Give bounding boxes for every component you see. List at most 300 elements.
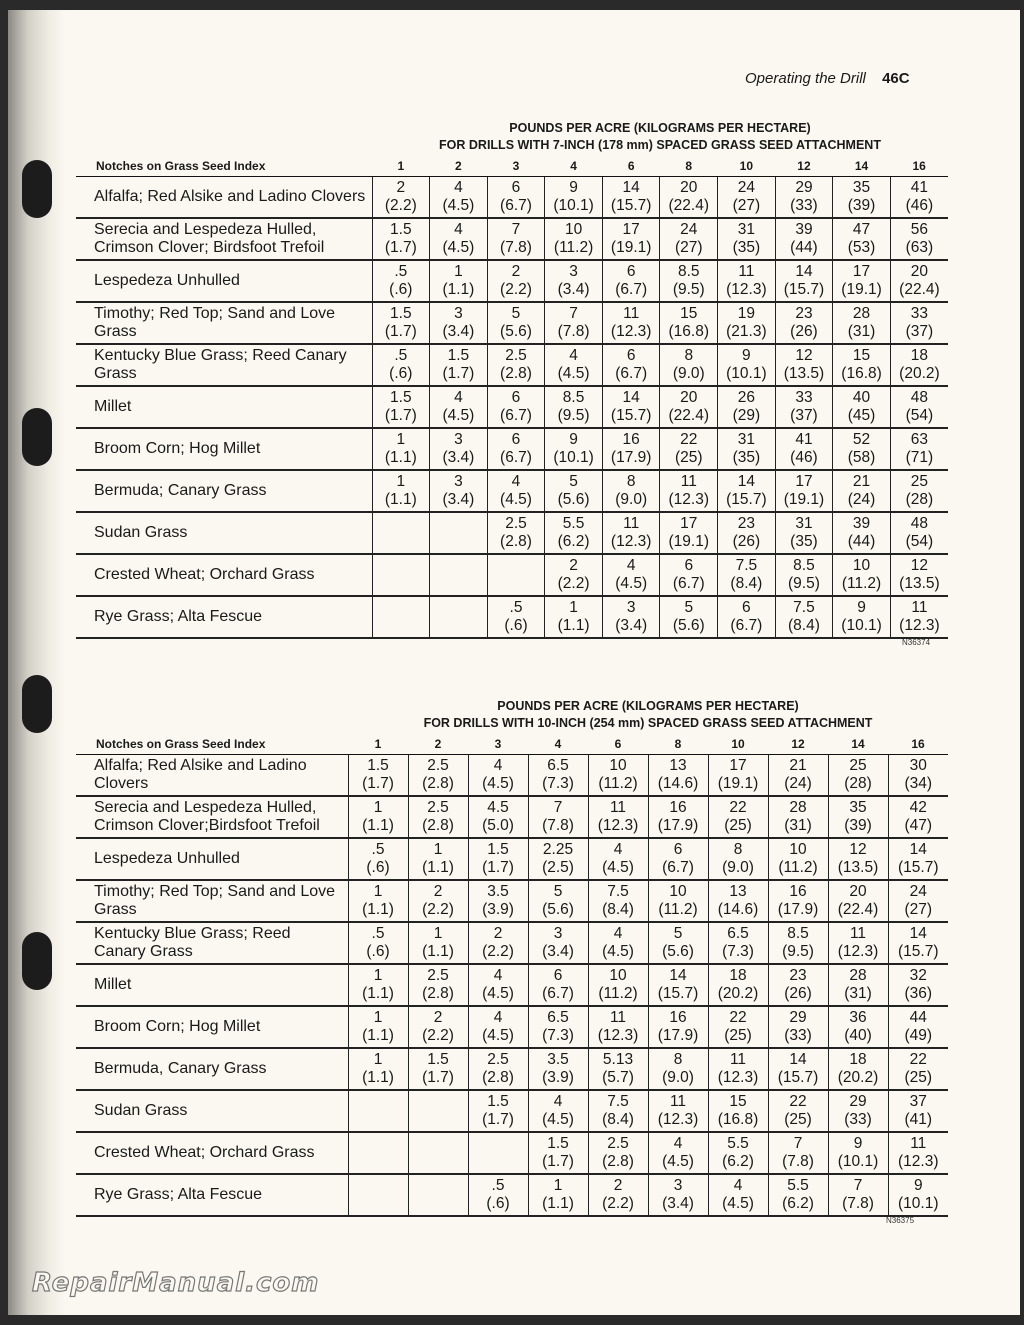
notch-number: 2	[408, 734, 468, 755]
rate-lb-per-acre: 11	[911, 599, 928, 616]
rate-cell	[487, 177, 545, 219]
rate-kg-per-hectare: (15.7)	[783, 281, 825, 298]
rate-kg-per-hectare: (6.2)	[782, 1195, 814, 1212]
rate-lb-per-acre: 17	[622, 221, 640, 238]
rate-cell	[372, 470, 430, 512]
rate-cell	[768, 1132, 828, 1174]
rate-lb-per-acre: 7.5	[735, 557, 758, 574]
rate-cell	[430, 554, 488, 596]
rate-cell	[890, 470, 948, 512]
rate-kg-per-hectare: (39)	[844, 817, 872, 834]
rate-lb-per-acre: 11	[729, 1051, 747, 1068]
rate-kg-per-hectare: (15.7)	[777, 1069, 819, 1086]
rate-cell	[408, 922, 468, 964]
notch-number: 3	[487, 156, 545, 177]
rate-cell	[528, 1132, 588, 1174]
rate-kg-per-hectare: (8.4)	[788, 617, 820, 634]
rate-lb-per-acre: 11	[609, 799, 627, 816]
rate-kg-per-hectare: (2.8)	[422, 775, 454, 792]
rate-lb-per-acre: 21	[789, 757, 807, 774]
rate-lb-per-acre: 10	[564, 221, 583, 238]
notch-number: 10	[718, 156, 776, 177]
rate-lb-per-acre: 17	[852, 263, 871, 280]
rate-kg-per-hectare: (19.1)	[717, 775, 759, 792]
rate-cell	[372, 512, 430, 554]
rate-kg-per-hectare: (37)	[905, 323, 934, 340]
rate-kg-per-hectare: (44)	[790, 239, 818, 256]
crop-name: Rye Grass; Alta Fescue	[76, 1174, 348, 1216]
rate-kg-per-hectare: (2.8)	[482, 1069, 514, 1086]
rate-cell	[768, 1174, 828, 1216]
rate-cell	[768, 1006, 828, 1048]
rate-kg-per-hectare: (12.3)	[597, 1027, 639, 1044]
rate-lb-per-acre: 3	[673, 1177, 683, 1194]
rate-kg-per-hectare: (9.0)	[615, 491, 648, 508]
rate-kg-per-hectare: (44)	[847, 533, 876, 550]
rate-lb-per-acre: 41	[795, 431, 813, 448]
rate-kg-per-hectare: (1.1)	[362, 985, 394, 1002]
rate-cell	[718, 218, 776, 260]
rate-cell	[718, 386, 776, 428]
table-row	[76, 428, 948, 470]
rate-cell	[430, 596, 488, 638]
rate-lb-per-acre: 6	[511, 431, 521, 448]
rate-kg-per-hectare: (7.8)	[782, 1153, 814, 1170]
rate-kg-per-hectare: (37)	[790, 407, 818, 424]
rate-cell	[648, 838, 708, 880]
rate-kg-per-hectare: (.6)	[366, 943, 390, 960]
table-row	[76, 796, 948, 838]
rate-lb-per-acre: 29	[795, 179, 813, 196]
table-row	[76, 755, 948, 797]
rate-lb-per-acre: 3	[454, 431, 463, 448]
rate-kg-per-hectare: (2.2)	[482, 943, 514, 960]
rate-lb-per-acre: 28	[852, 305, 871, 322]
rate-kg-per-hectare: (13.5)	[899, 575, 940, 592]
rate-cell	[890, 302, 948, 344]
rate-kg-per-hectare: (31)	[784, 817, 812, 834]
rate-lb-per-acre: 4	[569, 347, 578, 364]
rate-cell	[828, 922, 888, 964]
crop-name: Broom Corn; Hog Millet	[76, 1006, 348, 1048]
rate-lb-per-acre: .5	[394, 347, 408, 364]
rate-lb-per-acre: 23	[789, 967, 807, 984]
rate-cell	[833, 218, 891, 260]
rate-kg-per-hectare: (3.4)	[542, 943, 574, 960]
rate-lb-per-acre: 48	[910, 515, 929, 532]
rate-cell	[890, 177, 948, 219]
rate-kg-per-hectare: (4.5)	[442, 239, 475, 256]
rate-lb-per-acre: 4	[733, 1177, 743, 1194]
table-row	[76, 596, 948, 638]
rate-kg-per-hectare: (2.2)	[500, 281, 532, 298]
rate-lb-per-acre: 22	[729, 1009, 747, 1026]
rate-lb-per-acre: 24	[909, 883, 927, 900]
notch-number: 12	[768, 734, 828, 755]
rate-lb-per-acre: 9	[569, 179, 578, 196]
rate-cell	[768, 838, 828, 880]
rate-cell	[528, 964, 588, 1006]
rate-kg-per-hectare: (1.1)	[384, 449, 417, 466]
rate-cell	[468, 838, 528, 880]
rate-lb-per-acre: 29	[849, 1093, 867, 1110]
rate-kg-per-hectare: (13.5)	[837, 859, 879, 876]
rate-kg-per-hectare: (11.2)	[598, 985, 638, 1002]
rate-kg-per-hectare: (6.7)	[672, 575, 705, 592]
rate-kg-per-hectare: (6.7)	[500, 449, 532, 466]
rate-kg-per-hectare: (4.5)	[482, 775, 514, 792]
rate-kg-per-hectare: (2.8)	[500, 365, 532, 382]
crop-name: Crested Wheat; Orchard Grass	[76, 1132, 348, 1174]
rate-cell	[708, 755, 768, 797]
rate-cell	[888, 838, 948, 880]
rate-lb-per-acre: 14	[669, 967, 687, 984]
rate-lb-per-acre: 22	[909, 1051, 927, 1068]
rate-cell	[718, 554, 776, 596]
rate-cell	[468, 796, 528, 838]
rate-lb-per-acre: 1.5	[390, 305, 412, 322]
rate-kg-per-hectare: (35)	[732, 239, 761, 256]
rate-lb-per-acre: 1	[373, 1009, 383, 1026]
rate-cell	[833, 554, 891, 596]
rate-lb-per-acre: 4	[626, 557, 636, 574]
rate-kg-per-hectare: (7.3)	[722, 943, 754, 960]
rate-lb-per-acre: 11	[738, 263, 755, 280]
rate-cell	[430, 386, 488, 428]
binder-hole	[22, 160, 52, 218]
rate-cell	[718, 596, 776, 638]
table-row	[76, 1132, 948, 1174]
rate-cell	[588, 1006, 648, 1048]
rate-lb-per-acre: 32	[909, 967, 927, 984]
rate-cell	[372, 386, 430, 428]
rate-cell	[468, 1048, 528, 1090]
rate-lb-per-acre: 39	[795, 221, 813, 238]
rate-lb-per-acre: 2.5	[427, 967, 449, 984]
rate-lb-per-acre: 14	[789, 1051, 807, 1068]
rate-lb-per-acre: 7	[853, 1177, 863, 1194]
rate-lb-per-acre: 2	[396, 179, 406, 196]
table-heading	[348, 692, 948, 734]
rate-lb-per-acre: 11	[669, 1093, 687, 1110]
notch-index-label: Notches on Grass Seed Index	[76, 734, 348, 755]
rate-kg-per-hectare: (2.8)	[602, 1153, 634, 1170]
rate-lb-per-acre: 5.5	[562, 515, 585, 532]
table-header	[76, 114, 948, 156]
rate-kg-per-hectare: (.6)	[389, 281, 413, 298]
rate-lb-per-acre: 1.5	[547, 1135, 569, 1152]
rate-kg-per-hectare: (11.2)	[841, 575, 882, 592]
rate-lb-per-acre: 2	[433, 883, 443, 900]
notch-number: 4	[528, 734, 588, 755]
rate-kg-per-hectare: (3.4)	[662, 1195, 694, 1212]
rate-cell	[348, 838, 408, 880]
rate-cell	[708, 964, 768, 1006]
rate-cell	[408, 838, 468, 880]
rate-lb-per-acre: 6.5	[547, 757, 569, 774]
rate-cell	[348, 964, 408, 1006]
rate-lb-per-acre: 14	[737, 473, 755, 490]
table-row	[76, 344, 948, 386]
rate-cell	[372, 302, 430, 344]
rate-cell	[430, 302, 488, 344]
rate-lb-per-acre: 39	[852, 515, 871, 532]
rate-kg-per-hectare: (6.7)	[615, 281, 648, 298]
table-row	[76, 302, 948, 344]
rate-kg-per-hectare: (3.4)	[442, 491, 475, 508]
rate-lb-per-acre: 16	[669, 1009, 687, 1026]
rate-kg-per-hectare: (4.5)	[542, 1111, 574, 1128]
rate-lb-per-acre: 4	[613, 841, 623, 858]
rate-kg-per-hectare: (12.3)	[837, 943, 879, 960]
rate-kg-per-hectare: (25)	[724, 817, 752, 834]
rate-lb-per-acre: 3	[454, 473, 463, 490]
rate-kg-per-hectare: (7.8)	[500, 239, 532, 256]
rate-kg-per-hectare: (2.8)	[422, 985, 454, 1002]
rate-lb-per-acre: 12	[910, 557, 929, 574]
rate-lb-per-acre: 1	[373, 1051, 383, 1068]
rate-kg-per-hectare: (63)	[905, 239, 934, 256]
rate-lb-per-acre: 10	[789, 841, 807, 858]
rate-kg-per-hectare: (5.6)	[500, 323, 532, 340]
rate-cell	[890, 596, 948, 638]
rate-lb-per-acre: 17	[729, 757, 747, 774]
rate-kg-per-hectare: (27)	[674, 239, 703, 256]
rate-lb-per-acre: 63	[910, 431, 929, 448]
rate-lb-per-acre: 20	[849, 883, 867, 900]
rate-cell	[648, 1048, 708, 1090]
rate-lb-per-acre: 6	[684, 557, 694, 574]
table-subtitle: FOR DRILLS WITH 10-INCH (254 mm) SPACED GRASS SEED ATTACHMENT	[423, 716, 873, 730]
rate-cell	[828, 1174, 888, 1216]
rate-kg-per-hectare: (9.0)	[662, 1069, 694, 1086]
rate-lb-per-acre: 11	[609, 1009, 627, 1026]
rate-kg-per-hectare: (17.9)	[777, 901, 819, 918]
rate-cell	[648, 1090, 708, 1132]
rate-kg-per-hectare: (31)	[844, 985, 872, 1002]
rate-cell	[408, 1132, 468, 1174]
rate-cell	[648, 964, 708, 1006]
rate-kg-per-hectare: (2.2)	[557, 575, 590, 592]
rate-lb-per-acre: 3	[626, 599, 636, 616]
rate-kg-per-hectare: (1.1)	[542, 1195, 574, 1212]
rate-lb-per-acre: 3	[553, 925, 563, 942]
rate-cell	[487, 260, 545, 302]
rate-lb-per-acre: 15	[852, 347, 871, 364]
rate-cell	[888, 922, 948, 964]
rate-cell	[430, 260, 488, 302]
rate-lb-per-acre: 16	[622, 431, 640, 448]
rate-cell	[775, 218, 833, 260]
rate-lb-per-acre: 4.5	[487, 799, 509, 816]
rate-cell	[888, 1132, 948, 1174]
table-row	[76, 838, 948, 880]
rate-cell	[660, 470, 718, 512]
rate-lb-per-acre: 2	[433, 1009, 443, 1026]
rate-cell	[588, 755, 648, 797]
rate-cell	[660, 177, 718, 219]
rate-kg-per-hectare: (19.1)	[841, 281, 882, 298]
rate-cell	[545, 596, 603, 638]
rate-cell	[828, 880, 888, 922]
rate-kg-per-hectare: (71)	[905, 449, 934, 466]
rate-lb-per-acre: 6	[511, 389, 521, 406]
rate-lb-per-acre: 4	[454, 179, 463, 196]
rate-kg-per-hectare: (13.5)	[783, 365, 825, 382]
rate-kg-per-hectare: (10.1)	[726, 365, 767, 382]
rate-kg-per-hectare: (15.7)	[610, 407, 652, 424]
rate-kg-per-hectare: (1.7)	[442, 365, 475, 382]
rate-cell	[833, 470, 891, 512]
rate-cell	[833, 512, 891, 554]
table-row	[76, 260, 948, 302]
rate-lb-per-acre: 11	[680, 473, 697, 490]
rate-lb-per-acre: 6	[553, 967, 563, 984]
rate-cell	[408, 1048, 468, 1090]
rate-lb-per-acre: 11	[910, 1135, 927, 1152]
rate-lb-per-acre: 2	[511, 263, 521, 280]
rate-lb-per-acre: 30	[909, 757, 927, 774]
rate-kg-per-hectare: (19.1)	[783, 491, 825, 508]
rate-lb-per-acre: 8.5	[562, 389, 585, 406]
rate-cell	[828, 1090, 888, 1132]
rate-lb-per-acre: 35	[849, 799, 867, 816]
rate-cell	[348, 796, 408, 838]
rate-cell	[348, 880, 408, 922]
rate-cell	[648, 1006, 708, 1048]
rate-cell	[545, 386, 603, 428]
rate-cell	[890, 260, 948, 302]
rate-kg-per-hectare: (4.5)	[442, 197, 475, 214]
rate-lb-per-acre: 1.5	[427, 1051, 449, 1068]
rate-kg-per-hectare: (45)	[847, 407, 876, 424]
rate-kg-per-hectare: (33)	[790, 197, 818, 214]
rate-cell	[708, 796, 768, 838]
rate-cell	[708, 880, 768, 922]
rate-cell	[648, 922, 708, 964]
rate-lb-per-acre: 2.5	[505, 347, 527, 364]
rate-lb-per-acre: 20	[680, 389, 698, 406]
crop-name: Alfalfa; Red Alsike and Ladino Clovers	[76, 755, 348, 797]
crop-name: Alfalfa; Red Alsike and Ladino Clovers	[76, 177, 372, 219]
rate-cell	[372, 428, 430, 470]
rate-cell	[408, 1090, 468, 1132]
notch-number: 16	[888, 734, 948, 755]
rate-lb-per-acre: 1.5	[367, 757, 389, 774]
rate-kg-per-hectare: (6.7)	[542, 985, 574, 1002]
rate-lb-per-acre: 29	[789, 1009, 807, 1026]
rate-kg-per-hectare: (12.3)	[717, 1069, 759, 1086]
rate-cell	[833, 302, 891, 344]
rate-cell	[372, 596, 430, 638]
rate-lb-per-acre: .5	[371, 841, 385, 858]
notch-number: 6	[588, 734, 648, 755]
rate-cell	[468, 922, 528, 964]
rate-kg-per-hectare: (3.4)	[615, 617, 648, 634]
rate-kg-per-hectare: (58)	[847, 449, 876, 466]
rate-lb-per-acre: .5	[491, 1177, 505, 1194]
rate-lb-per-acre: .5	[509, 599, 523, 616]
rate-lb-per-acre: 1	[373, 883, 383, 900]
rate-kg-per-hectare: (6.2)	[722, 1153, 754, 1170]
rate-lb-per-acre: 4	[673, 1135, 683, 1152]
rate-cell	[718, 428, 776, 470]
rate-cell	[348, 755, 408, 797]
rate-kg-per-hectare: (7.3)	[542, 1027, 574, 1044]
crop-name: Crested Wheat; Orchard Grass	[76, 554, 372, 596]
rate-lb-per-acre: 31	[737, 221, 755, 238]
rate-lb-per-acre: 1	[454, 263, 463, 280]
rate-lb-per-acre: 4	[454, 221, 463, 238]
rate-lb-per-acre: 7	[553, 799, 563, 816]
rate-lb-per-acre: 2.25	[542, 841, 574, 858]
rate-lb-per-acre: 3.5	[487, 883, 509, 900]
rate-kg-per-hectare: (14.6)	[717, 901, 759, 918]
rate-kg-per-hectare: (3.9)	[542, 1069, 574, 1086]
rate-cell	[468, 1174, 528, 1216]
rate-cell	[487, 386, 545, 428]
rate-kg-per-hectare: (41)	[904, 1111, 933, 1128]
rate-cell	[828, 796, 888, 838]
rate-cell	[545, 554, 603, 596]
rate-lb-per-acre: 40	[852, 389, 871, 406]
rate-cell	[833, 260, 891, 302]
rate-kg-per-hectare: (10.1)	[841, 617, 882, 634]
rate-lb-per-acre: 37	[909, 1093, 927, 1110]
rate-lb-per-acre: 22	[680, 431, 698, 448]
rate-cell	[768, 755, 828, 797]
rate-kg-per-hectare: (22.4)	[837, 901, 879, 918]
page-number: 46C	[882, 70, 910, 87]
rate-kg-per-hectare: (3.4)	[442, 449, 475, 466]
rate-lb-per-acre: 41	[910, 179, 929, 196]
rate-kg-per-hectare: (1.1)	[557, 617, 590, 634]
rate-lb-per-acre: 6.5	[727, 925, 749, 942]
figure-code: N36375	[886, 1216, 915, 1225]
rate-kg-per-hectare: (12.3)	[657, 1111, 699, 1128]
rate-kg-per-hectare: (1.1)	[422, 943, 454, 960]
rate-cell	[775, 596, 833, 638]
rate-kg-per-hectare: (54)	[905, 533, 934, 550]
rate-lb-per-acre: 14	[909, 841, 927, 858]
rate-kg-per-hectare: (31)	[847, 323, 876, 340]
rate-lb-per-acre: 2.5	[607, 1135, 629, 1152]
rate-lb-per-acre: 19	[737, 305, 755, 322]
rate-kg-per-hectare: (53)	[847, 239, 876, 256]
rate-lb-per-acre: 18	[910, 347, 929, 364]
rate-cell	[588, 880, 648, 922]
rate-kg-per-hectare: (5.6)	[542, 901, 574, 918]
rate-lb-per-acre: 6	[742, 599, 751, 616]
rate-lb-per-acre: 10	[609, 967, 627, 984]
crop-name: Broom Corn; Hog Millet	[76, 428, 372, 470]
rate-kg-per-hectare: (12.3)	[610, 533, 652, 550]
rate-kg-per-hectare: (20.2)	[837, 1069, 879, 1086]
rate-kg-per-hectare: (1.7)	[482, 1111, 514, 1128]
rate-cell	[348, 1006, 408, 1048]
rate-cell	[768, 964, 828, 1006]
rate-cell	[545, 218, 603, 260]
rate-cell	[768, 922, 828, 964]
section-title: Operating the Drill	[745, 70, 866, 87]
rate-cell	[718, 344, 776, 386]
rate-kg-per-hectare: (12.3)	[610, 323, 652, 340]
rate-cell	[890, 428, 948, 470]
rate-cell	[487, 512, 545, 554]
crop-name: Kentucky Blue Grass; Reed Canary Grass	[76, 344, 372, 386]
rate-lb-per-acre: 1	[396, 431, 406, 448]
rate-cell	[528, 1174, 588, 1216]
